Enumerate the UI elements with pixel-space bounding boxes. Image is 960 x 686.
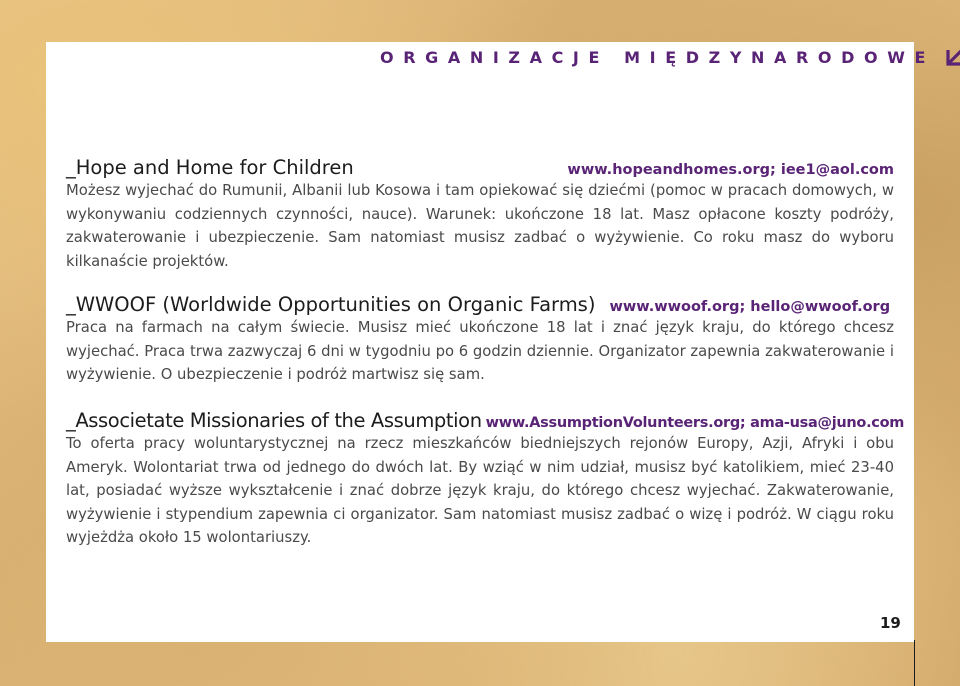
page-number: 19 [880, 614, 901, 632]
header-title: ORGANIZACJE MIĘDZYNARODOWE [380, 47, 935, 67]
section-header [380, 46, 960, 68]
org-entry-wwoof [66, 293, 894, 387]
entry-description: To oferta pracy woluntarystycznej na rzecz mieszkańców biedniejszych rejonów Europy, Azji, Afryki i obu Ameryk. Wolontariat trwa od jednego do dwóch lat. By wziąć w nim udział, musisz być katolikiem, mieć 23-40 lat, posiadać wyższe wykształcenie i znać dobrze język kraju, do którego chcesz wyjechać. Zakwaterowanie, wyżywienie i stypendium zapewnia ci organizator. Sam natomiast musisz zadbać o wizę i podróż. W ciągu roku wyjeżdża około 15 wolontariuszy. [66, 435, 894, 546]
margin-rule [914, 640, 915, 686]
entry-contact-link[interactable]: www.AssumptionVolunteers.org; ama-usa@juno.com [485, 415, 905, 431]
entry-heading [66, 156, 894, 179]
entry-title: _WWOOF (Worldwide Opportunities on Organic Farms) [66, 293, 596, 316]
entry-description: Możesz wyjechać do Rumunii, Albanii lub Kosowa i tam opiekować się dziećmi (pomoc w pracach domowych, w wykonywaniu codziennych czynności, nauce). Warunek: ukończone 18 lat. Masz opłacone koszty podróży, zakwaterowanie i ubezpieczenie. Sam natomiast musisz zadbać o wyżywienie. Co roku masz do wyboru kilkanaście projektów. [66, 182, 894, 270]
entry-contact-link[interactable]: www.hopeandhomes.org; iee1@aol.com [567, 162, 894, 178]
entry-heading [66, 409, 905, 432]
entry-contact-link[interactable]: www.wwoof.org; hello@wwoof.org [609, 299, 891, 315]
arrow-down-left-icon [945, 47, 960, 67]
org-entry-assumption-missionaries [66, 409, 905, 550]
org-entry-hope-and-home [66, 156, 894, 273]
entry-title: _Hope and Home for Children [66, 156, 354, 179]
entry-heading [66, 293, 894, 316]
entry-description: Praca na farmach na całym świecie. Musisz mieć ukończone 18 lat i znać język kraju, do którego chcesz wyjechać. Praca trwa zazwyczaj 6 dni w tygodniu po 6 godzin dziennie. Organizator zapewnia zakwaterowanie i wyżywienie. O ubezpieczenie i podróż martwisz się sam. [66, 319, 894, 383]
entry-title: _Associetate Missionaries of the Assumption [66, 409, 482, 432]
